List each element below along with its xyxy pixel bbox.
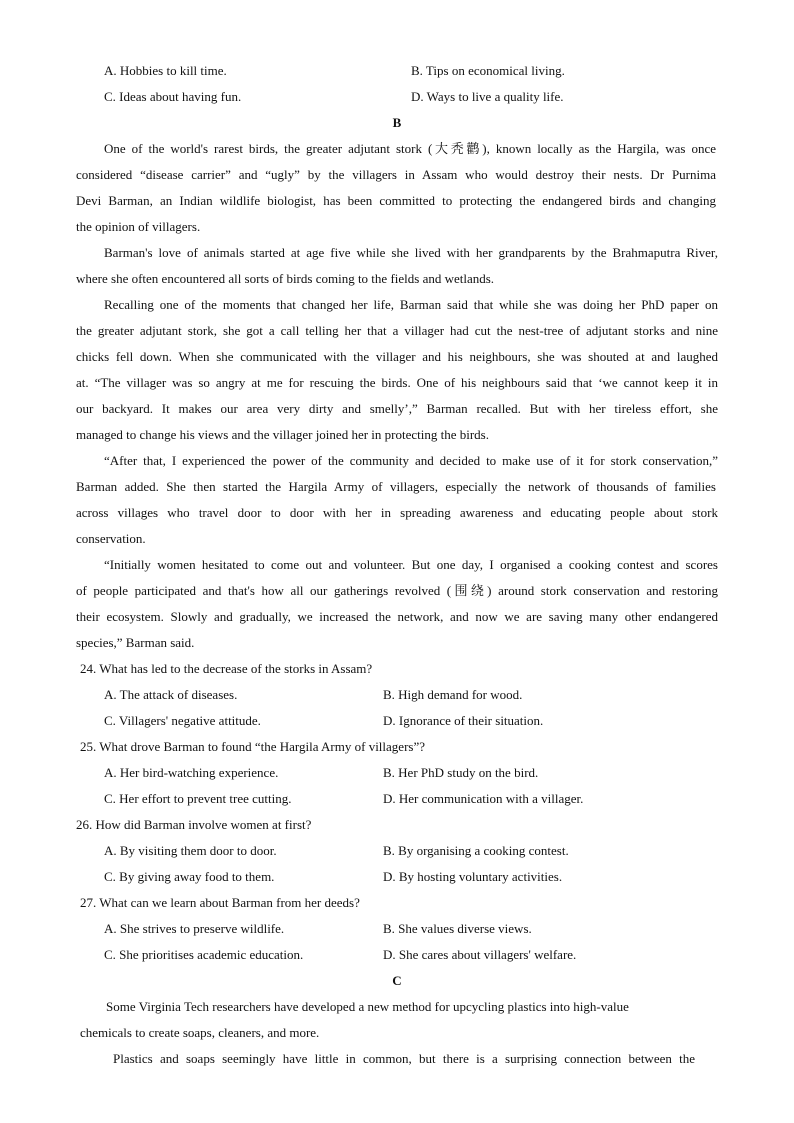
passage-b-line: across villages who travel door to door with her in spreading awareness and educating people about stork: [76, 505, 718, 520]
passage-b-line: “After that, I experienced the power of the community and decided to make use of it for stork conservation,”: [104, 453, 718, 468]
passage-b-line: the greater adjutant stork, she got a call telling her that a villager had cut the nest-tree of adjutant storks and nine: [76, 323, 718, 338]
passage-b-line: species,” Barman said.: [76, 635, 195, 650]
passage-b-line: Devi Barman, an Indian wildlife biologist, has been committed to protecting the endangered birds and changing: [76, 193, 716, 208]
question-stem: 27. What can we learn about Barman from her deeds?: [80, 895, 360, 910]
passage-b-line: the opinion of villagers.: [76, 219, 201, 234]
prev-option-a: A. Hobbies to kill time.: [104, 63, 227, 78]
question-option: D. Her communication with a villager.: [383, 791, 584, 806]
passage-b-line: One of the world's rarest birds, the greater adjutant stork (大秃鹳), known locally as the Hargila, was once: [104, 141, 716, 156]
section-c-heading: C: [392, 973, 402, 988]
question-option: D. By hosting voluntary activities.: [383, 869, 563, 884]
passage-c-line: chemicals to create soaps, cleaners, and more.: [80, 1025, 320, 1040]
passage-b-line: Barman added. She then started the Hargila Army of villagers, especially the network of thousands of families: [76, 479, 716, 494]
passage-b-line: Recalling one of the moments that changed her life, Barman said that while she was doing her PhD paper on: [104, 297, 718, 312]
question-option: D. Ignorance of their situation.: [383, 713, 544, 728]
prev-option-c: C. Ideas about having fun.: [104, 89, 242, 104]
passage-b-line: our backyard. It makes our area very dirty and smelly’,” Barman recalled. But with her tireless effort, she: [76, 401, 718, 416]
question-option: C. Her effort to prevent tree cutting.: [104, 791, 292, 806]
question-option: A. By visiting them door to door.: [104, 843, 277, 858]
question-option: B. High demand for wood.: [383, 687, 523, 702]
passage-c-line: Some Virginia Tech researchers have developed a new method for upcycling plastics into high-value: [106, 999, 629, 1014]
passage-b-line: considered “disease carrier” and “ugly” by the villagers in Assam who would destroy their nests. Dr Purnima: [76, 167, 716, 182]
passage-b-line: where she often encountered all sorts of birds coming to the fields and wetlands.: [76, 271, 495, 286]
passage-b-line: of people participated and that's how all our gatherings revolved (围绕) around stork conservation and restoring: [76, 583, 718, 598]
question-option: D. She cares about villagers' welfare.: [383, 947, 577, 962]
question-option: C. By giving away food to them.: [104, 869, 275, 884]
prev-option-b: B. Tips on economical living.: [411, 63, 565, 78]
question-option: A. The attack of diseases.: [104, 687, 238, 702]
question-option: B. By organising a cooking contest.: [383, 843, 569, 858]
passage-b-line: chicks fell down. When she communicated with the villager and his neighbours, she was shouted at and laughed: [76, 349, 718, 364]
question-stem: 25. What drove Barman to found “the Hargila Army of villagers”?: [80, 739, 426, 754]
question-option: B. Her PhD study on the bird.: [383, 765, 539, 780]
question-option: C. She prioritises academic education.: [104, 947, 304, 962]
prev-option-d: D. Ways to live a quality life.: [411, 89, 564, 104]
passage-b-line: managed to change his views and the villager joined her in protecting the birds.: [76, 427, 489, 442]
question-option: A. She strives to preserve wildlife.: [104, 921, 285, 936]
question-option: A. Her bird-watching experience.: [104, 765, 279, 780]
question-option: B. She values diverse views.: [383, 921, 532, 936]
passage-b-line: conservation.: [76, 531, 146, 546]
passage-b-line: Barman's love of animals started at age five while she lived with her grandparents by the Brahmaputra River,: [104, 245, 718, 260]
section-b-heading: B: [392, 115, 402, 130]
passage-b-line: “Initially women hesitated to come out and volunteer. But one day, I organised a cooking contest and scores: [104, 557, 718, 572]
passage-b-line: their ecosystem. Slowly and gradually, we increased the network, and now we are saving many other endangered: [76, 609, 718, 624]
passage-c-line: Plastics and soaps seemingly have little in common, but there is a surprising connection between the: [113, 1051, 695, 1066]
question-stem: 24. What has led to the decrease of the storks in Assam?: [80, 661, 373, 676]
passage-b-line: at. “The villager was so angry at me for rescuing the birds. One of his neighbours said that ‘we cannot keep it in: [76, 375, 718, 390]
question-option: C. Villagers' negative attitude.: [104, 713, 261, 728]
question-stem: 26. How did Barman involve women at first?: [76, 817, 312, 832]
